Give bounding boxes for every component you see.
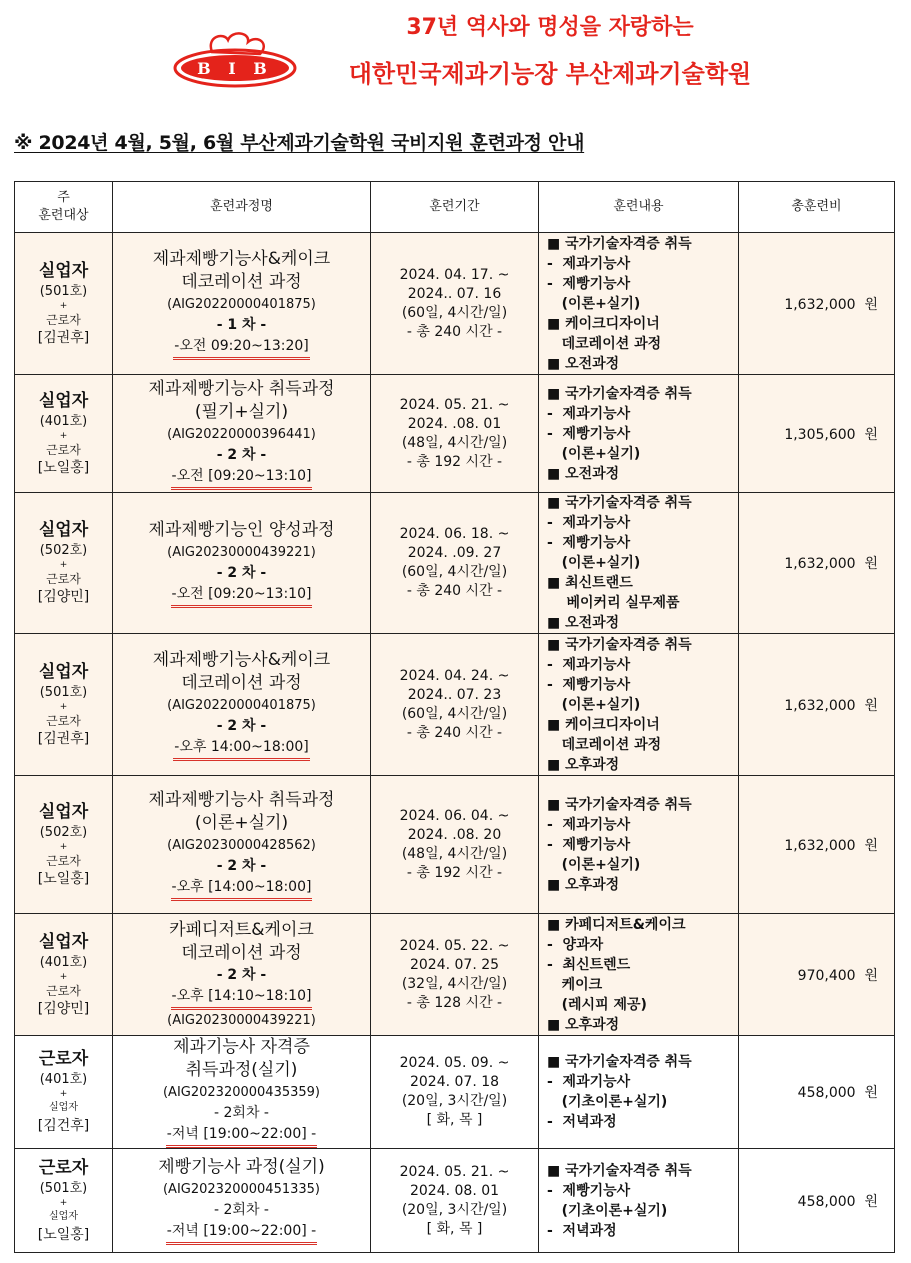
course-time: -오전 09:20~13:20] (173, 336, 309, 360)
plus-sign: + (59, 841, 68, 852)
course-code: (AIG20230000439221) (167, 544, 316, 560)
course-cell (113, 1036, 371, 1149)
content-cell (539, 914, 739, 1036)
content-cell (539, 634, 739, 776)
fee-value: 1,632,000 원 (784, 296, 878, 313)
plus-sign: + (59, 430, 68, 441)
room-label: (501호) (39, 684, 88, 700)
period-line: [ 화, 목 ] (426, 1220, 483, 1237)
course-table (14, 181, 895, 1253)
content-line: (이론+실기) (547, 696, 641, 713)
period-line: 2024. 07. 18 (409, 1074, 500, 1090)
secondary-target: 근로자 (46, 312, 81, 327)
slogan-line1: 37년 역사와 명성을 자랑하는 (406, 15, 694, 40)
room-label: (401호) (39, 954, 88, 970)
course-title-line: 제과기능사 자격증 (173, 1037, 310, 1057)
fee-value: 458,000 원 (797, 1193, 878, 1210)
target-cell (15, 233, 113, 375)
period-line: 2024. 05. 21. ~ (399, 396, 510, 413)
content-line: (기초이론+실기) (547, 1094, 668, 1110)
table-row (15, 1036, 895, 1149)
course-title-line: 제과제빵기능인 양성과정 (148, 519, 335, 540)
secondary-target: 근로자 (46, 713, 81, 728)
fee-value: 1,632,000 원 (784, 697, 878, 714)
plus-sign: + (59, 971, 68, 982)
secondary-target: 근로자 (46, 442, 81, 457)
course-code: (AIG20230000439221) (167, 1012, 316, 1028)
col-target-bottom: 훈련대상 (38, 208, 89, 223)
secondary-target: 근로자 (46, 853, 81, 868)
room-label: (501호) (39, 283, 88, 299)
period-line: 2024. .08. 20 (407, 826, 502, 843)
fee-value: 1,632,000 원 (784, 556, 878, 572)
content-line: 케이크 (547, 976, 603, 993)
content-line: - 제빵기능사 (547, 275, 631, 292)
table-row (15, 375, 895, 493)
period-cell (371, 914, 539, 1036)
instructor-name: [노일홍] (37, 1226, 90, 1243)
course-round: - 2 차 - (216, 446, 267, 463)
fee-cell (739, 634, 895, 776)
target-cell (15, 1149, 113, 1253)
table-header-row (15, 182, 895, 233)
target-label: 실업자 (38, 661, 89, 682)
period-cell (371, 776, 539, 914)
course-time: -오전 [09:20~13:10] (171, 466, 313, 490)
instructor-name: [김권후] (37, 730, 90, 747)
instructor-name: [노일홍] (37, 459, 90, 476)
course-title-line: 제과제빵기능사 취득과정 (148, 378, 335, 399)
content-cell (539, 1036, 739, 1149)
period-line: 2024. .09. 27 (407, 545, 502, 561)
target-label: 근로자 (38, 1049, 89, 1069)
course-title-line: 카페디저트&케이크 (169, 919, 314, 940)
course-round: - 2 차 - (216, 564, 267, 581)
content-line: - 제과기능사 (547, 405, 631, 422)
course-title-line: (필기+실기) (194, 401, 289, 422)
content-line: - 제빵기능사 (547, 535, 631, 551)
period-line: - 총 192 시간 - (406, 864, 503, 881)
plus-sign: + (59, 701, 68, 712)
period-line: (60일, 4시간/일) (401, 705, 508, 722)
content-line: (기초이론+실기) (547, 1202, 668, 1219)
secondary-target: 근로자 (46, 983, 81, 998)
plus-sign: + (59, 1089, 68, 1099)
content-line: (이론+실기) (547, 295, 641, 312)
period-line: (32일, 4시간/일) (401, 975, 508, 992)
period-cell (371, 1149, 539, 1253)
course-time: -오전 [09:20~13:10] (171, 584, 313, 608)
course-time: -저녁 [19:00~22:00] - (166, 1124, 317, 1148)
course-title-line: 데코레이션 과정 (181, 672, 302, 693)
period-line: (20일, 3시간/일) (401, 1093, 508, 1109)
course-round: - 2회차 - (214, 1202, 269, 1218)
fee-cell (739, 1149, 895, 1253)
course-cell (113, 375, 371, 493)
content-line: 데코레이션 과정 (547, 335, 662, 352)
table-row (15, 914, 895, 1036)
room-label: (502호) (39, 543, 88, 558)
course-title-line: 제과제빵기능사&케이크 (152, 248, 331, 269)
course-cell (113, 493, 371, 634)
target-cell (15, 1036, 113, 1149)
content-line: ■ 케이크디자이너 (547, 716, 660, 733)
content-line: ■ 국가기술자격증 취득 (547, 1054, 692, 1070)
course-code: (AIG202320000435359) (162, 1085, 320, 1100)
secondary-target: 실업자 (49, 1210, 78, 1222)
period-line: - 총 240 시간 - (406, 724, 503, 741)
content-cell (539, 493, 739, 634)
content-line: (이론+실기) (547, 856, 641, 873)
course-time: -오후 [14:10~18:10] (171, 986, 313, 1010)
content-line: ■ 국가기술자격증 취득 (547, 636, 692, 653)
period-line: - 총 128 시간 - (406, 994, 503, 1011)
content-line: ■ 국가기술자격증 취득 (547, 1162, 692, 1179)
content-line: - 제빵기능사 (547, 1182, 631, 1199)
course-cell (113, 634, 371, 776)
period-line: - 총 192 시간 - (406, 453, 503, 470)
table-row (15, 1149, 895, 1253)
slogan-line2: 대한민국제과기능장 부산제과기술학원 (348, 60, 752, 88)
content-line: ■ 국가기술자격증 취득 (547, 385, 692, 402)
fee-cell (739, 914, 895, 1036)
course-code: (AIG202320000451335) (162, 1182, 320, 1197)
content-line: - 저녁과정 (547, 1222, 617, 1239)
fee-cell (739, 233, 895, 375)
content-line: ■ 오전과정 (547, 355, 620, 372)
course-cell (113, 776, 371, 914)
fee-value: 970,400 원 (797, 967, 878, 984)
period-line: 2024. 05. 09. ~ (399, 1055, 510, 1071)
page-title: ※ 2024년 4월, 5월, 6월 부산제과기술학원 국비지원 훈련과정 안내 (14, 132, 585, 154)
period-line: 2024. 05. 22. ~ (399, 937, 510, 954)
course-round: - 2 차 - (216, 966, 267, 983)
period-line: (48일, 4시간/일) (401, 845, 508, 862)
content-line: ■ 국가기술자격증 취득 (547, 495, 692, 511)
content-line: - 제과기능사 (547, 515, 631, 531)
period-line: (48일, 4시간/일) (401, 434, 508, 451)
target-label: 실업자 (38, 260, 89, 281)
content-line: ■ 오후과정 (547, 876, 620, 893)
content-cell (539, 233, 739, 375)
period-line: - 총 240 시간 - (406, 323, 503, 340)
period-line: 2024. 04. 24. ~ (399, 667, 510, 684)
course-title-line: 제과제빵기능사 취득과정 (148, 789, 335, 810)
content-line: 베이커리 실무제품 (547, 595, 680, 611)
target-label: 실업자 (38, 801, 89, 822)
content-line: - 제과기능사 (547, 816, 631, 833)
table-row (15, 233, 895, 375)
period-line: 2024. .08. 01 (407, 415, 502, 432)
room-label: (401호) (39, 1072, 88, 1087)
content-line: - 제과기능사 (547, 255, 631, 272)
content-line: (이론+실기) (547, 555, 641, 571)
period-line: 2024. 07. 25 (409, 956, 500, 973)
period-line: - 총 240 시간 - (406, 583, 503, 599)
content-line: - 제과기능사 (547, 656, 631, 673)
fee-value: 1,632,000 원 (784, 837, 878, 854)
plus-sign: + (59, 1197, 68, 1208)
target-cell (15, 493, 113, 634)
period-cell (371, 493, 539, 634)
content-line: ■ 국가기술자격증 취득 (547, 796, 692, 813)
course-title-line: 데코레이션 과정 (181, 271, 302, 292)
content-cell (539, 1149, 739, 1253)
instructor-name: [김양민] (37, 1000, 90, 1017)
course-round: - 2 차 - (216, 717, 267, 734)
content-line: ■ 카페디저트&케이크 (547, 916, 686, 933)
instructor-name: [노일홍] (37, 870, 90, 887)
content-line: - 양과자 (547, 936, 604, 953)
period-line: 2024. 04. 17. ~ (399, 266, 510, 283)
period-line: (20일, 3시간/일) (401, 1201, 508, 1218)
content-line: ■ 오전과정 (547, 465, 620, 482)
course-cell (113, 1149, 371, 1253)
target-label: 실업자 (38, 931, 89, 952)
fee-cell (739, 493, 895, 634)
content-line: - 제빵기능사 (547, 425, 631, 442)
content-line: - 제과기능사 (547, 1074, 631, 1090)
period-line: (60일, 4시간/일) (401, 564, 508, 580)
plus-sign: + (59, 300, 68, 311)
bib-logo (172, 30, 298, 90)
col-period: 훈련기간 (371, 182, 539, 233)
period-line: 2024. 06. 18. ~ (399, 526, 510, 542)
room-label: (502호) (39, 824, 88, 840)
course-round: - 1 차 - (216, 316, 267, 333)
course-cell (113, 914, 371, 1036)
course-code: (AIG20220000396441) (167, 426, 316, 442)
course-round: - 2회차 - (214, 1105, 269, 1121)
target-cell (15, 634, 113, 776)
period-cell (371, 233, 539, 375)
fee-cell (739, 375, 895, 493)
period-line: 2024.. 07. 16 (407, 285, 502, 302)
content-cell (539, 776, 739, 914)
period-line: 2024. 08. 01 (409, 1182, 500, 1199)
col-fee: 총훈련비 (739, 182, 895, 233)
col-target-top: 주 (57, 190, 70, 205)
course-cell (113, 233, 371, 375)
content-line: (이론+실기) (547, 445, 641, 462)
period-line: (60일, 4시간/일) (401, 304, 508, 321)
period-line: 2024. 06. 04. ~ (399, 807, 510, 824)
fee-value: 458,000 원 (797, 1085, 878, 1101)
content-line: ■ 오전과정 (547, 615, 620, 631)
target-cell (15, 776, 113, 914)
secondary-target: 실업자 (49, 1102, 78, 1113)
instructor-name: [김건후] (37, 1118, 90, 1134)
target-cell (15, 375, 113, 493)
course-title-line: 제빵기능사 과정(실기) (158, 1157, 325, 1177)
content-cell (539, 375, 739, 493)
period-line: 2024.. 07. 23 (407, 686, 502, 703)
period-line: 2024. 05. 21. ~ (399, 1163, 510, 1180)
target-label: 실업자 (38, 520, 89, 540)
target-label: 실업자 (38, 390, 89, 411)
instructor-name: [김권후] (37, 329, 90, 346)
course-time: -오후 14:00~18:00] (173, 737, 309, 761)
instructor-name: [김양민] (37, 589, 90, 605)
content-line: ■ 오후과정 (547, 1016, 620, 1033)
secondary-target: 근로자 (46, 572, 81, 586)
period-cell (371, 634, 539, 776)
fee-cell (739, 1036, 895, 1149)
table-row (15, 776, 895, 914)
course-round: - 2 차 - (216, 857, 267, 874)
target-cell (15, 914, 113, 1036)
course-code: (AIG20230000428562) (167, 837, 316, 853)
period-line: [ 화, 목 ] (426, 1112, 483, 1128)
content-line: (레시피 제공) (547, 996, 647, 1013)
course-time: -오후 [14:00~18:00] (171, 877, 313, 901)
plus-sign: + (59, 560, 68, 570)
svg-text:B I B: B I B (197, 59, 273, 78)
course-title-line: (이론+실기) (194, 812, 289, 833)
col-content: 훈련내용 (539, 182, 739, 233)
period-cell (371, 1036, 539, 1149)
content-line: ■ 최신트랜드 (547, 575, 633, 591)
col-target (15, 182, 113, 233)
content-line: - 최신트렌드 (547, 956, 631, 973)
room-label: (401호) (39, 413, 88, 429)
content-line: - 제빵기능사 (547, 676, 631, 693)
course-code: (AIG20220000401875) (167, 296, 316, 312)
table-row (15, 493, 895, 634)
fee-cell (739, 776, 895, 914)
course-title-line: 제과제빵기능사&케이크 (152, 649, 331, 670)
content-line: 데코레이션 과정 (547, 736, 662, 753)
content-line: ■ 오후과정 (547, 756, 620, 773)
col-course: 훈련과정명 (113, 182, 371, 233)
table-row (15, 634, 895, 776)
content-line: - 제빵기능사 (547, 836, 631, 853)
content-line: ■ 케이크디자이너 (547, 315, 660, 332)
fee-value: 1,305,600 원 (784, 426, 878, 443)
content-line: - 저녁과정 (547, 1114, 617, 1130)
content-line: ■ 국가기술자격증 취득 (547, 235, 692, 252)
course-title-line: 취득과정(실기) (185, 1060, 298, 1080)
course-time: -저녁 [19:00~22:00] - (166, 1221, 317, 1245)
course-title-line: 데코레이션 과정 (181, 942, 302, 963)
period-cell (371, 375, 539, 493)
target-label: 근로자 (38, 1157, 89, 1178)
course-code: (AIG20220000401875) (167, 697, 316, 713)
room-label: (501호) (39, 1180, 88, 1196)
